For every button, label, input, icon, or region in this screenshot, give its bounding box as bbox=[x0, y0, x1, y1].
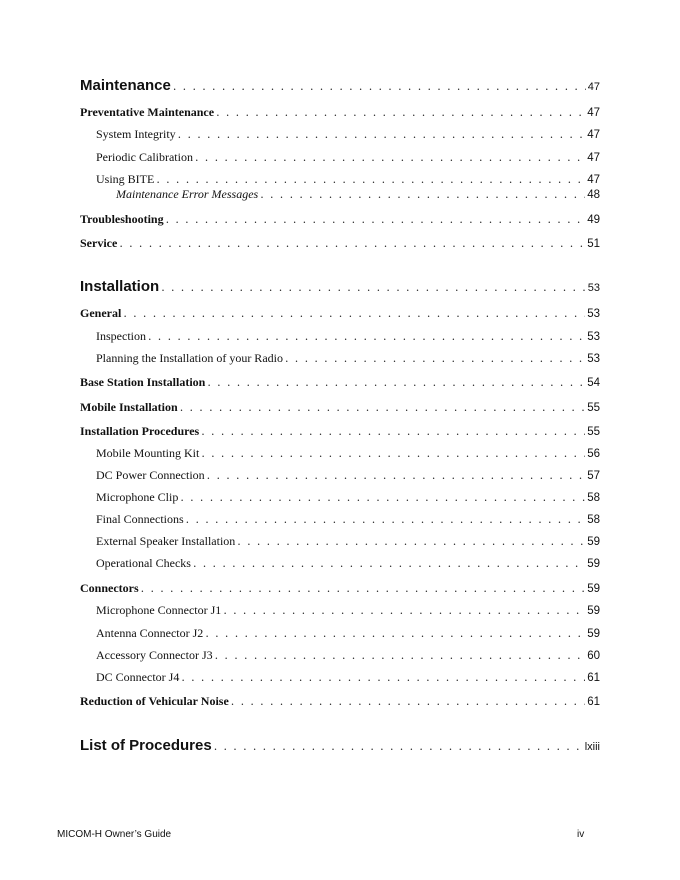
dot-leader bbox=[186, 514, 586, 525]
toc-entry-using-bite[interactable] bbox=[96, 173, 600, 187]
dot-leader bbox=[216, 107, 585, 118]
toc-entry-page: 59 bbox=[587, 605, 600, 617]
toc-entry-page: 54 bbox=[587, 377, 600, 389]
toc-entry-list-of-procedures[interactable] bbox=[80, 738, 600, 753]
toc-entry-final-connections[interactable] bbox=[96, 513, 600, 527]
toc-entry-title: External Speaker Installation bbox=[96, 534, 236, 548]
footer-page-number: iv bbox=[577, 829, 585, 840]
toc-entry-title: Using BITE bbox=[96, 172, 155, 186]
toc-entry-title: Planning the Installation of your Radio bbox=[96, 351, 283, 365]
toc-entry-title: DC Connector J4 bbox=[96, 670, 180, 684]
dot-leader bbox=[180, 402, 586, 413]
dot-leader bbox=[205, 628, 585, 639]
dot-leader bbox=[215, 650, 586, 661]
dot-leader bbox=[237, 536, 585, 547]
toc-entry-page: 53 bbox=[587, 308, 600, 320]
dot-leader bbox=[223, 605, 585, 616]
toc-entry-page: lxiii bbox=[584, 741, 600, 753]
dot-leader bbox=[178, 129, 586, 140]
toc-entry-maintenance[interactable] bbox=[80, 78, 600, 93]
dot-leader bbox=[156, 174, 585, 185]
toc-entry-page: 49 bbox=[587, 214, 600, 226]
dot-leader bbox=[285, 353, 585, 364]
toc-entry-troubleshooting[interactable] bbox=[80, 213, 600, 227]
toc-entry-page: 59 bbox=[587, 558, 600, 570]
toc-entry-title: Mobile Installation bbox=[80, 400, 178, 414]
toc-entry-title: Reduction of Vehicular Noise bbox=[80, 694, 229, 708]
toc-entry-title: General bbox=[80, 306, 122, 320]
toc-entry-installation[interactable] bbox=[80, 279, 600, 294]
toc-entry-page: 60 bbox=[587, 650, 600, 662]
toc-entry-title: System Integrity bbox=[96, 127, 176, 141]
toc-entry-page: 58 bbox=[587, 492, 600, 504]
toc-entry-page: 59 bbox=[587, 583, 600, 595]
toc-entry-page: 47 bbox=[587, 81, 600, 93]
dot-leader bbox=[201, 426, 585, 437]
toc-entry-page: 57 bbox=[587, 470, 600, 482]
toc-entry-page: 53 bbox=[587, 331, 600, 343]
toc-entry-title: Maintenance Error Messages bbox=[116, 187, 259, 201]
toc-entry-base-station-installation[interactable] bbox=[80, 376, 600, 390]
dot-leader bbox=[260, 189, 585, 200]
dot-leader bbox=[231, 696, 585, 707]
toc-entry-operational-checks[interactable] bbox=[96, 557, 600, 571]
toc-entry-page: 48 bbox=[587, 189, 600, 201]
toc-entry-title: Service bbox=[80, 236, 118, 250]
toc-entry-page: 59 bbox=[587, 628, 600, 640]
dot-leader bbox=[166, 214, 586, 225]
toc-entry-title: Antenna Connector J2 bbox=[96, 626, 204, 640]
toc-entry-page: 51 bbox=[587, 238, 600, 250]
toc-entry-page: 47 bbox=[587, 152, 600, 164]
dot-leader bbox=[181, 672, 585, 683]
dot-leader bbox=[148, 331, 585, 342]
toc-entry-reduction-vehicular-noise[interactable] bbox=[80, 695, 600, 709]
toc-entry-page: 55 bbox=[587, 402, 600, 414]
toc-entry-preventative-maintenance[interactable] bbox=[80, 106, 600, 120]
toc-entry-inspection[interactable] bbox=[96, 330, 600, 344]
toc-entry-microphone-connector-j1[interactable] bbox=[96, 604, 600, 618]
dot-leader bbox=[141, 583, 586, 594]
toc-entry-installation-procedures[interactable] bbox=[80, 425, 600, 439]
toc-entry-page: 61 bbox=[587, 672, 600, 684]
toc-entry-microphone-clip[interactable] bbox=[96, 491, 600, 505]
dot-leader bbox=[214, 741, 583, 752]
dot-leader bbox=[207, 377, 585, 388]
toc-entry-antenna-connector-j2[interactable] bbox=[96, 627, 600, 641]
dot-leader bbox=[161, 282, 586, 293]
dot-leader bbox=[123, 308, 585, 319]
toc-entry-title: Base Station Installation bbox=[80, 375, 206, 389]
toc-entry-title: Installation Procedures bbox=[80, 424, 200, 438]
toc-entry-title: DC Power Connection bbox=[96, 468, 205, 482]
dot-leader bbox=[119, 238, 585, 249]
dot-leader bbox=[193, 558, 585, 569]
toc-entry-mobile-installation[interactable] bbox=[80, 401, 600, 415]
toc-entry-title: Troubleshooting bbox=[80, 212, 164, 226]
toc-entry-page: 55 bbox=[587, 426, 600, 438]
footer-document-title: MICOM-H Owner’s Guide bbox=[57, 829, 172, 840]
dot-leader bbox=[180, 492, 585, 503]
toc-entry-page: 53 bbox=[587, 353, 600, 365]
toc-entry-page: 56 bbox=[587, 448, 600, 460]
toc-entry-planning-installation[interactable] bbox=[96, 352, 600, 366]
toc-entry-title: Operational Checks bbox=[96, 556, 191, 570]
toc-entry-title: Mobile Mounting Kit bbox=[96, 446, 200, 460]
dot-leader bbox=[195, 152, 585, 163]
toc-entry-page: 59 bbox=[587, 536, 600, 548]
toc-entry-page: 61 bbox=[587, 696, 600, 708]
toc-entry-page: 53 bbox=[587, 282, 600, 294]
toc-entry-page: 47 bbox=[587, 174, 600, 186]
toc-entry-dc-connector-j4[interactable] bbox=[96, 671, 600, 685]
toc-entry-title: Preventative Maintenance bbox=[80, 105, 215, 119]
toc-entry-periodic-calibration[interactable] bbox=[96, 151, 600, 165]
dot-leader bbox=[173, 81, 586, 92]
toc-entry-accessory-connector-j3[interactable] bbox=[96, 649, 600, 663]
toc-entry-connectors[interactable] bbox=[80, 582, 600, 596]
toc-entry-service[interactable] bbox=[80, 237, 600, 251]
toc-entry-title: Installation bbox=[80, 278, 160, 295]
toc-entry-page: 58 bbox=[587, 514, 600, 526]
toc-entry-title: Inspection bbox=[96, 329, 146, 343]
toc-entry-title: Microphone Clip bbox=[96, 490, 179, 504]
toc-entry-page: 47 bbox=[587, 129, 600, 141]
toc-entry-system-integrity[interactable] bbox=[96, 128, 600, 142]
toc-entry-title: Maintenance bbox=[80, 77, 171, 94]
toc-entry-mobile-mounting-kit[interactable] bbox=[96, 447, 600, 461]
toc-entry-title: Connectors bbox=[80, 581, 139, 595]
toc-entry-title: Microphone Connector J1 bbox=[96, 603, 222, 617]
toc-entry-dc-power-connection[interactable] bbox=[96, 469, 600, 483]
dot-leader bbox=[207, 470, 586, 481]
toc-entry-title: List of Procedures bbox=[80, 737, 212, 754]
toc-entry-maintenance-error-messages[interactable] bbox=[116, 188, 600, 202]
toc-entry-title: Final Connections bbox=[96, 512, 184, 526]
toc-entry-title: Accessory Connector J3 bbox=[96, 648, 213, 662]
toc-entry-general[interactable] bbox=[80, 307, 600, 321]
toc-entry-external-speaker-installation[interactable] bbox=[96, 535, 600, 549]
toc-entry-page: 47 bbox=[587, 107, 600, 119]
dot-leader bbox=[201, 448, 585, 459]
toc-entry-title: Periodic Calibration bbox=[96, 150, 193, 164]
